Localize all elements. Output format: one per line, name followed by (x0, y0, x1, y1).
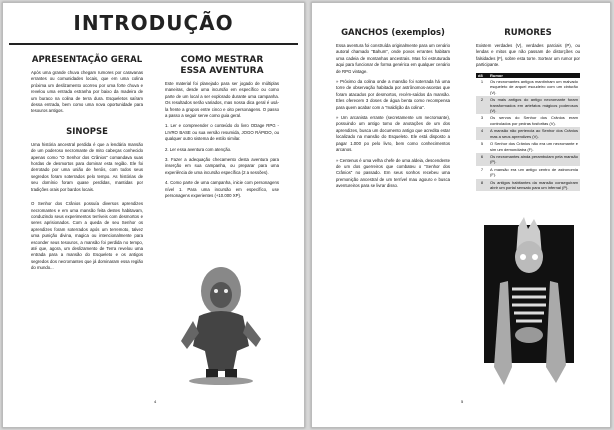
rumor-text: A mansão não pertencia ao Senhor dos Crânios mas a seus aprendizes (V). (490, 128, 578, 139)
rumor-text: Os servos do Senhor dos Crânios eram controlados por pedras fosforitas (V). (490, 115, 578, 126)
skeleton-illustration (478, 217, 582, 389)
como-mestrar-heading: COMO MESTRAR ESSA AVENTURA (180, 55, 264, 76)
table-row (476, 166, 580, 179)
sinopse-paragraph: O Senhor dos Crânios possuía diversos aprendizes necromantes e em uma mansão feita destes habitavam, conduzindo seus experimentos terríveis com desmortos e seres aprisionados. Com a queda de seu Senhor os aprendizes foram soterrados após um terremoto, talvez uma punição divina, magica ou intencionalmente para esconder seus tesouros, a mansão foi perdida no tempo, até que, agora, um deslizamento de Terra revelou uma entrada para a mansão do Esqueleto e os antigos segredos dos necromantes que já dominaram essa região do mundo... (31, 201, 143, 271)
step-4: 4. Como parte de uma campanha, inicie com personagens nível 1. Para uma incursão em específico, use personagens experientes (+10.000 XP). (165, 180, 279, 199)
table-row (476, 127, 580, 140)
hook-3: » Centenus é uma velha chefe de uma aldeia, descendente de um dos guerreiros que combateu o "Senhor dos Crânios" no passado. Em seus sonhos recebeu uma premonição ancestral de um terrível mau agouro e busca aventureiros para se livrar disso. (336, 157, 450, 189)
table-row (476, 179, 580, 192)
table-row (476, 114, 580, 127)
table-row (476, 78, 580, 96)
step-1: 1. Ler e compreender o conteúdo do livro ODage RPG - LIVRO BASE ou sua versão resumida, JOGO RÁPIDO, ou qualquer outro sistema de estilo similar. (165, 123, 279, 142)
rumor-text: A mansão era um antigo centro de astronomia (F). (490, 166, 578, 178)
rumor-number: 7 (480, 166, 484, 172)
left-column (31, 55, 143, 276)
rumor-text: Os necromantes ainda perambulam pela mansão (P). (490, 153, 578, 165)
step-2: 2. Ler essa aventura com atenção. (165, 146, 232, 152)
page-number: 4 (154, 399, 157, 404)
sinopse-heading: SINOPSE (66, 126, 108, 137)
page-number: 5 (461, 399, 464, 404)
table-header: Rumor (488, 73, 580, 78)
paragraph: Este material foi planejado para ser jogado de múltiplas maneiras, desde uma incursão em específico ou como parte de um local a ser explorado durante uma campanha. Os resultados serão variados, mas nossa dica geral é usá-la frente a grupos entre cinco e oito personagens. O passo a passo a seguir serve como guia geral. (165, 81, 279, 119)
rumor-number: 8 (476, 179, 488, 192)
rumor-number: 2 (476, 96, 488, 114)
page-title: INTRODUÇÃO (73, 11, 234, 35)
step-3: 3. Fazer a adequação checamento desta aventura para inserção em sua campanha, ou preparar para uma experiência de uma incursão específica (2 a sessões). (165, 157, 279, 175)
rumor-number: 3 (480, 115, 484, 121)
rumores-intro: Existem verdades (V), verdades parciais (P), ou lendas e mitos que não passam de distorções ou falsidades (F), sobre esta torre. Sortear um rumor por participante. (476, 43, 580, 68)
rumor-number: 1 (480, 79, 484, 85)
rumors-table (476, 73, 580, 192)
rumor-text: Os necromantes antigos mantinham um malvado esqueleto de arquei escudeiro com um cinturão (V). (490, 79, 578, 95)
apresentacao-text: Após uma grande chuva chegam rumores por caravanas errantes ou comunidades locais, que em uma colina próxima um deslizamento ocorreu por uma forte chuva e revelou uma entrada estranha por baixo da madeira de um buraco na colina de terra dura. Esqueletos saíram dessa entrada, bem como uma nova oportunidade para tesouros antigos. (31, 70, 143, 114)
table-row (476, 140, 580, 153)
table-header: d8 (476, 73, 488, 78)
right-column (476, 28, 580, 191)
right-column (165, 55, 279, 204)
sinopse-paragraph: Uma história ancestral perdida é que a lendária mansão de um poderoso necromante de mito cabeças conhecido apenas como "O Senhor dos Crânios" comandava suas hordas de desmortos para dominar esta região. Ele foi derrotado por uma união de heróis, com todos seus segredos foram soterrados pelo tempo. As histórias de seu domínio foram quase perdidas, mantidas por tradições orais por bardos locais. (31, 141, 143, 192)
zombie-illustration (171, 261, 271, 389)
rumor-text: Os mais antigos do antigo necromante foram transformados em artefatos mágicos poderosos (V). (490, 97, 578, 114)
title-divider (9, 43, 298, 45)
rumor-number: 4 (476, 127, 488, 140)
rumor-number: 6 (476, 153, 488, 166)
rumor-text: O Senhor dos Crânios não era um necromante e sim um demonólatra (F). (490, 141, 578, 152)
rumores-heading: RUMORES (504, 28, 552, 38)
right-page (311, 2, 611, 428)
rumor-number: 5 (480, 141, 484, 147)
hook-2: » Um arcanista errante (secretamente um necromante), possuindo um antigo tomo de anotações de um dos aprendizes, busca um documento antigo que acredita estar localizado na mansão do Esqueleto. Ele está disposto a pagar 1.000 po pelo livro, bem como conhecimentos arcanos. (336, 115, 450, 153)
left-column (336, 28, 450, 194)
hook-1: » Próximo da colina onde a mansão foi soterrada há uma torre de observação habitada por astrônomos-ascetas que foram atacados por desmortos, recém-saídos da mansão. Eles oferecem 3 doses de água benta como recompensa para quem acabar com a "maldição da colina". (336, 79, 450, 110)
ganchos-paragraph: Essa aventura foi construída originalmente para um cenário autoral chamado "Bahum", onde povos errantes habitam uma cadeia de montanhas ancestrais. Mas foi estruturada aqui para funcionar de forma genérica em qualquer cenário de RPG vintage. (336, 43, 450, 74)
ganchos-heading: GANCHOS (exemplos) (341, 28, 445, 38)
table-row (476, 153, 580, 166)
table-row (476, 96, 580, 114)
rumor-text: Os antigos habitantes da mansão conseguiram abrir um portal sensato para um infernal (P). (490, 179, 578, 190)
left-page (2, 2, 305, 428)
apresentacao-heading: APRESENTAÇÃO GERAL (31, 55, 143, 65)
